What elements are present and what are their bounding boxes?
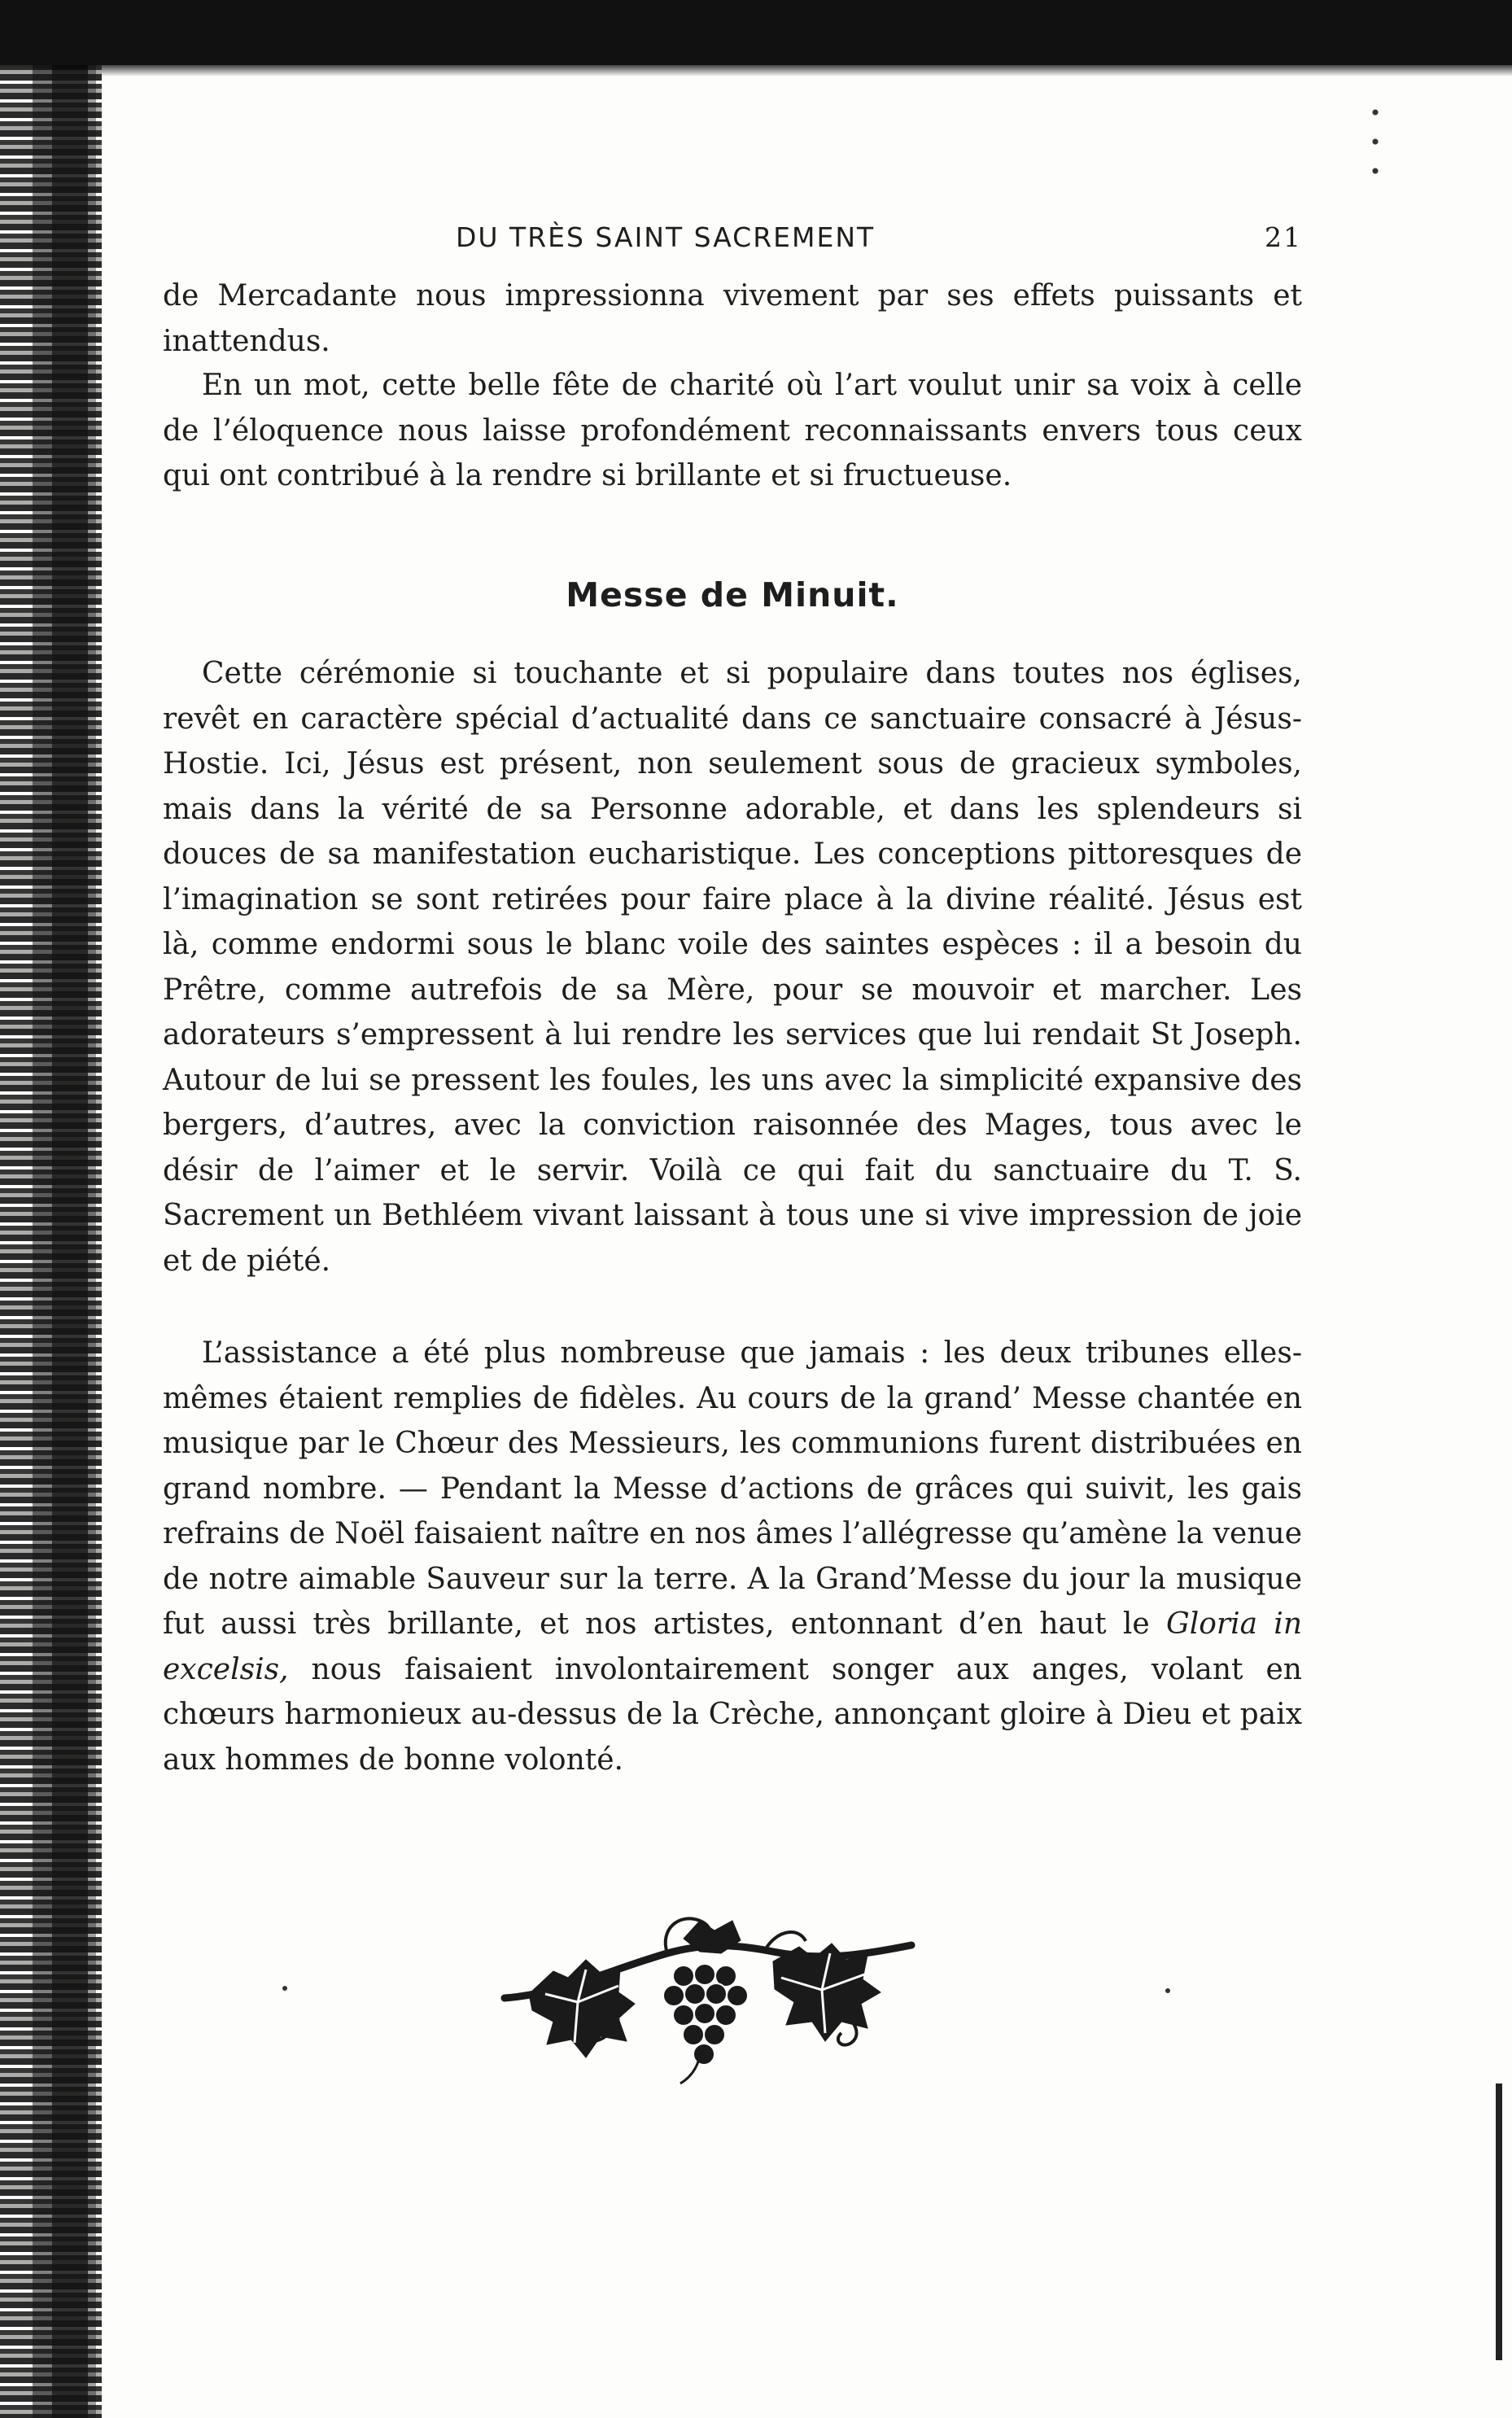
- paragraph-ceremony: Cette cérémonie si touchante et si populaire dans toutes nos églises, revêt en caractère spécial d’actualité dans ce sanctuaire consacré à Jésus-Hostie. Ici, Jésus est présent, non seulement sous de gracieux symboles, mais dans la vérité de sa Personne adorable, et dans les splendeurs si douces de sa manifestation eucharistique. Les conceptions pittoresques de l’imagination se sont retirées pour faire place à la divine réalité. Jésus est là, comme endormi sous le blanc voile des saintes espèces : il a besoin du Prêtre, comme autrefois de sa Mère, pour se mouvoir et marcher. Les adorateurs s’empressent à lui rendre les services que lui rendait St Joseph. Autour de lui se pressent les foules, les uns avec la simplicité expansive des bergers, d’autres, avec la conviction raisonnée des Mages, tous avec le désir de l’aimer et le servir. Voilà ce qui fait du sanctuaire du T. S. Sacrement un Bethléem vivant laissant à tous une si vive impression de joie et de piété.: [163, 657, 1302, 1278]
- scan-speck: [282, 1986, 287, 1991]
- gloria-in-excelsis: Gloria in excelsis,: [163, 1607, 1303, 1686]
- scan-right-edge-mark: [1496, 2084, 1502, 2360]
- section-heading: Messe de Minuit.: [566, 575, 899, 614]
- running-head: [163, 221, 1302, 262]
- grapevine-vignette-icon: [496, 1896, 920, 2092]
- scan-top-border: [0, 0, 1512, 65]
- scan-speckles: [1372, 98, 1379, 187]
- scan-binding-edge: [0, 65, 102, 2418]
- paragraph-continuation: de Mercadante nous impressionna vivement par ses effets puissants et inattendus.: [163, 279, 1302, 358]
- paragraph-assistance-end: nous faisaient involontairement songer aux anges, volant en chœurs harmonieux au-dessus de la Crèche, annonçant gloire à Dieu et paix aux hommes de bonne volonté.: [163, 1652, 1302, 1777]
- paragraph-charity-feast: En un mot, cette belle fête de charité où l’art voulut unir sa voix à celle de l’éloquence nous laisse profondément reconnaissants envers tous ceux qui ont contribué à la rendre si brillante et si fructueuse.: [163, 369, 1302, 492]
- running-title: DU TRÈS SAINT SACREMENT: [456, 221, 876, 253]
- paragraph-assistance-text: L’assistance a été plus nombreuse que jamais : les deux tribunes elles-mêmes étaient remplies de fidèles. Au cours de la grand’ Messe chantée en musique par le Chœur des Messieurs, les communions furent distribuées en grand nombre. — Pendant la Messe d’actions de grâces qui suivit, les gais refrains de Noël faisaient naître en nos âmes l’allégresse qu’amène la venue de notre aimable Sauveur sur la terre. A la Grand’Messe du jour la musique fut aussi très brillante, et nos artistes, entonnant d’en haut le: [163, 1336, 1302, 1641]
- scan-speck: [1165, 1988, 1170, 1993]
- page-number: 21: [1265, 221, 1302, 253]
- paragraph-assistance: [163, 1331, 1302, 1782]
